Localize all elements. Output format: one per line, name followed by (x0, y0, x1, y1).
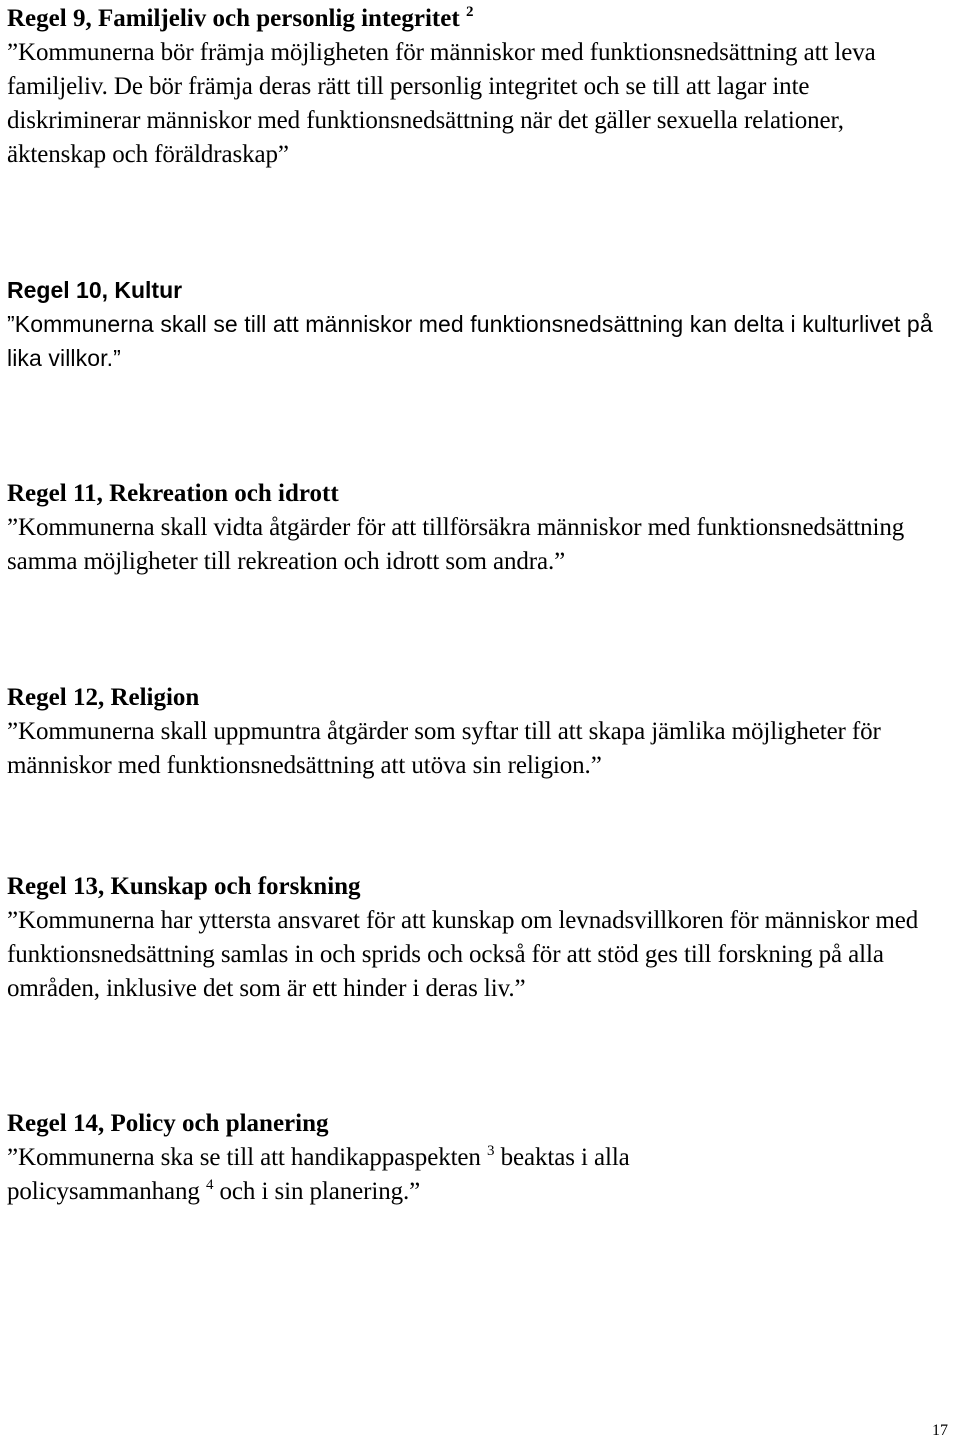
section-heading: Regel 10, Kultur (7, 277, 183, 303)
footnote-marker: 2 (465, 4, 474, 20)
section-body: ”Kommunerna har yttersta ansvaret för att kunskap om levnadsvillkoren för människor med funktionsnedsättning samlas in och sprids och också för att stöd ges till forskning på alla områden, inklusive det som är ett hinder i deras liv.” (7, 907, 919, 1002)
section-body: ”Kommunerna skall uppmuntra åtgärder som syftar till att skapa jämlika möjligheter för människor med funktionsnedsättning att utöva sin religion.” (7, 718, 881, 779)
page-number: 17 (932, 1422, 948, 1439)
footnote-marker: 3 (487, 1143, 495, 1159)
section-heading: Regel 13, Kunskap och forskning (7, 873, 361, 900)
section-heading: Regel 12, Religion (7, 684, 200, 711)
section-regel-13 (7, 870, 947, 1006)
section-regel-12 (7, 681, 947, 783)
section-regel-9 (7, 2, 947, 172)
section-body: ”Kommunerna bör främja möjligheten för människor med funktionsnedsättning att leva familjeliv. De bör främja deras rätt till personlig integritet och se till att lagar inte diskriminerar människor med funktionsnedsättning när det gäller sexuella relationer, äktenskap och föräldraskap” (7, 39, 876, 168)
section-regel-14 (7, 1107, 947, 1209)
section-regel-11 (7, 477, 947, 579)
section-heading: Regel 14, Policy och planering (7, 1110, 329, 1137)
section-regel-10 (7, 273, 947, 375)
section-heading: Regel 11, Rekreation och idrott (7, 480, 339, 507)
footnote-marker: 4 (205, 1177, 214, 1193)
section-body: ”Kommunerna ska se till att handikappaspekten $^3$ beaktas i alla policysammanhang $^4$ och i sin planering.” (7, 1143, 630, 1205)
section-heading: Regel 9, Familjeliv och personlig integritet $^2$ (7, 4, 474, 32)
section-body: ”Kommunerna skall vidta åtgärder för att tillförsäkra människor med funktionsnedsättning samma möjligheter till rekreation och idrott som andra.” (7, 514, 905, 575)
section-body: ”Kommunerna skall se till att människor med funktionsnedsättning kan delta i kulturlivet på lika villkor.” (7, 311, 933, 371)
